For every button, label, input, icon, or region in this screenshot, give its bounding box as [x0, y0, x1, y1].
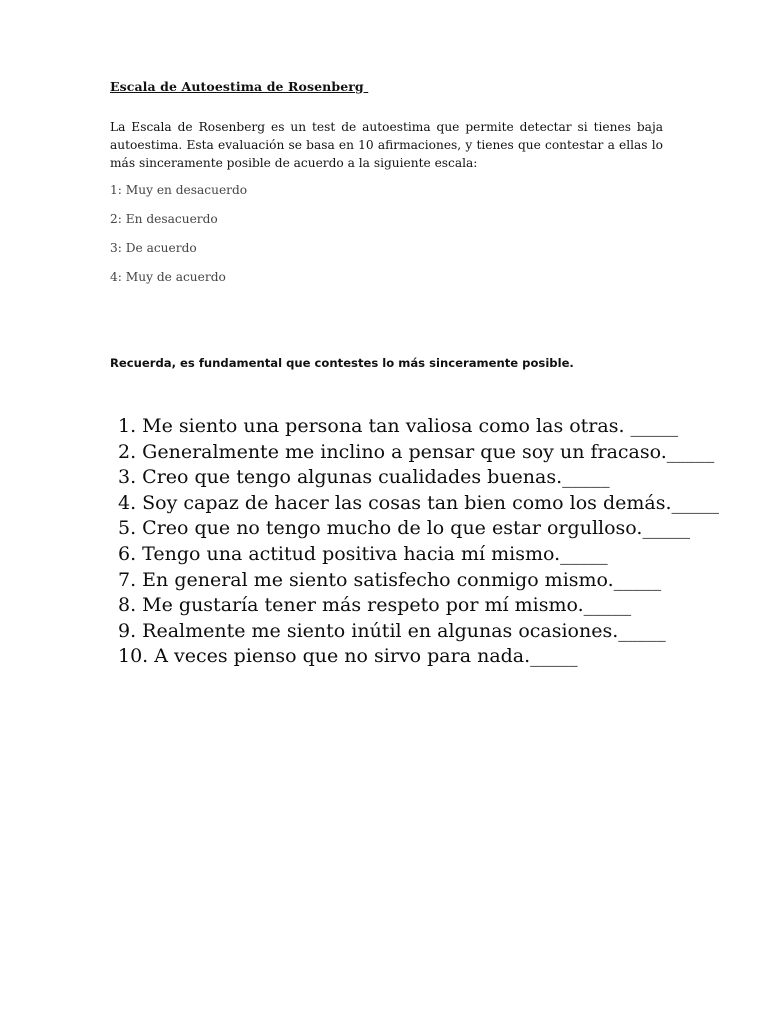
statement-item: 9. Realmente me siento inútil en algunas ocasiones._____ — [118, 619, 666, 642]
scale-item: 4: Muy de acuerdo — [110, 270, 226, 284]
statement-item: 6. Tengo una actitud positiva hacia mí mismo._____ — [118, 542, 608, 565]
statement-item: 2. Generalmente me inclino a pensar que soy un fracaso._____ — [118, 440, 715, 463]
statement-item: 3. Creo que tengo algunas cualidades buenas._____ — [118, 466, 610, 489]
intro-paragraph: La Escala de Rosenberg es un test de autoestima que permite detectar si tienes baja autoestima. Esta evaluación se basa en 10 afirmaciones, y tienes que contestar a ellas lo más sinceramente posible de acuerdo a la siguiente escala: — [110, 120, 663, 170]
statement-item: 7. En general me siento satisfecho conmigo mismo._____ — [118, 568, 662, 591]
statement-item: 8. Me gustaría tener más respeto por mí mismo._____ — [118, 594, 632, 617]
statement-item: 1. Me siento una persona tan valiosa como las otras. _____ — [118, 415, 679, 437]
scale-list — [110, 181, 247, 297]
statement-item: 4. Soy capaz de hacer las cosas tan bien como los demás._____ — [118, 491, 719, 514]
scale-item: 1: Muy en desacuerdo — [110, 183, 248, 197]
statement-item: 10. A veces pienso que no sirvo para nada._____ — [118, 645, 578, 668]
reminder-text: Recuerda, es fundamental que contestes lo más sinceramente posible. — [110, 356, 574, 370]
scale-item: 3: De acuerdo — [110, 241, 197, 255]
scale-item: 2: En desacuerdo — [110, 212, 218, 226]
statement-list — [118, 414, 719, 670]
document-title: Escala de Autoestima de Rosenberg — [110, 79, 369, 94]
statement-item: 5. Creo que no tengo mucho de lo que estar orgulloso._____ — [118, 517, 690, 540]
